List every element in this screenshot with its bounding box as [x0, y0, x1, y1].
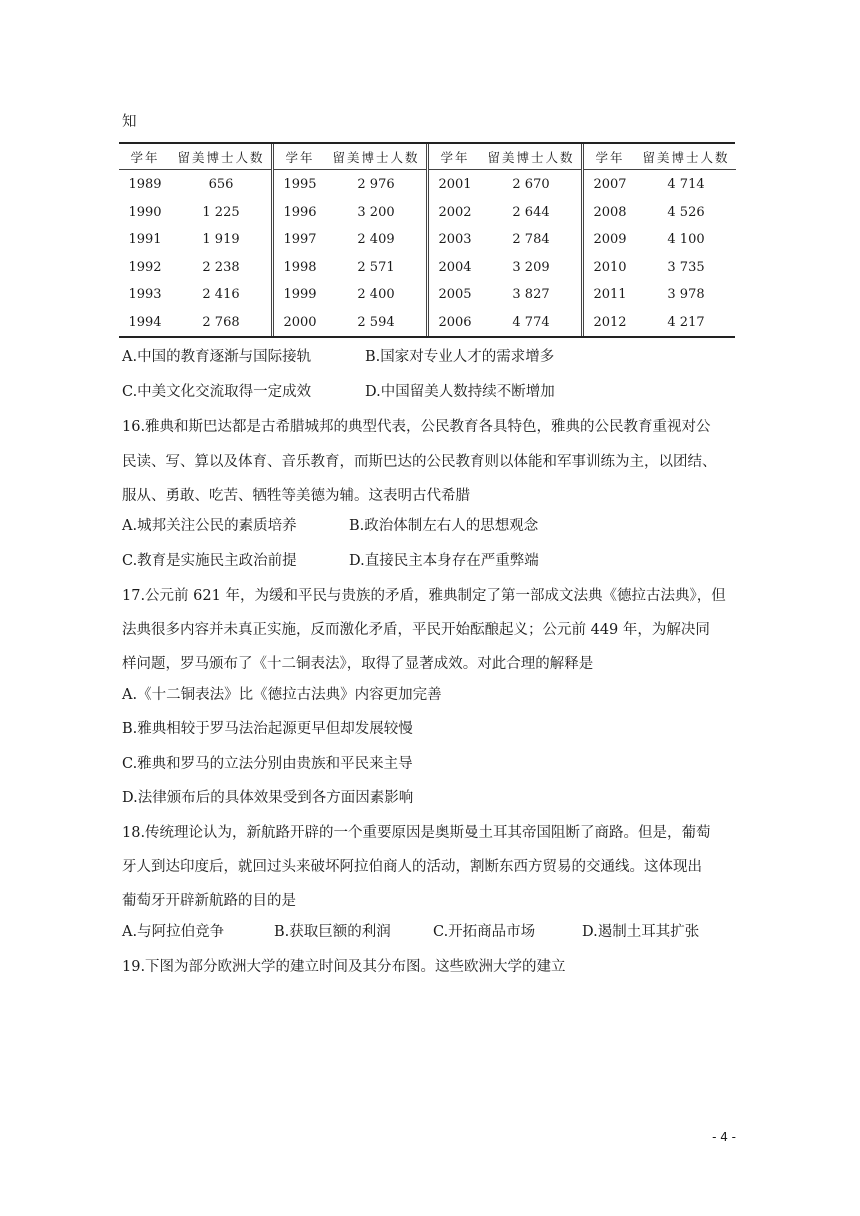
cell-count: 2 784 [512, 232, 550, 248]
cell-count: 4 774 [512, 314, 550, 330]
q16-option-c: C.教育是实施民主政治前提 [122, 553, 297, 569]
cell-count: 4 714 [667, 177, 705, 193]
q15-option-d: D.中国留美人数持续不断增加 [365, 384, 555, 400]
q15-option-c: C.中美文化交流取得一定成效 [122, 384, 312, 400]
table-block [581, 144, 736, 336]
table-header [274, 144, 426, 170]
q17-stem-line-2: 法典很多内容并未真正实施，反而激化矛盾，平民开始酝酿起义；公元前 449 年，为解决同 [122, 622, 710, 638]
table-header [429, 144, 581, 170]
table-block [271, 144, 426, 336]
cell-count: 2 571 [357, 259, 395, 275]
q18-option-d: D.遏制土耳其扩张 [582, 924, 700, 940]
cell-count: 2 409 [357, 232, 395, 248]
header-count: 留美博士人数 [487, 149, 575, 165]
table-row [584, 309, 736, 337]
table-row [119, 171, 271, 199]
cell-count: 3 209 [512, 259, 550, 275]
cell-count: 4 526 [667, 204, 705, 220]
table-row [274, 171, 426, 199]
cell-year: 2003 [438, 232, 472, 248]
cell-count: 2 238 [202, 259, 240, 275]
table-row [429, 226, 581, 254]
cell-year: 1991 [128, 232, 162, 248]
cell-year: 1990 [128, 204, 162, 220]
q18-option-b: B.获取巨额的利润 [274, 924, 391, 940]
q16-stem-line-1: 16.雅典和斯巴达都是古希腊城邦的典型代表，公民教育各具特色，雅典的公民教育重视对公 [122, 419, 711, 435]
q17-option-a: A.《十二铜表法》比《德拉古法典》内容更加完善 [122, 687, 442, 703]
header-year: 学年 [440, 149, 470, 165]
page-number: - 4 - [712, 1130, 736, 1144]
cell-year: 2011 [593, 287, 627, 303]
table-row [429, 254, 581, 282]
header-year: 学年 [285, 149, 315, 165]
table-row [119, 309, 271, 337]
cell-year: 1999 [283, 287, 317, 303]
q15-option-b: B.国家对专业人才的需求增多 [365, 349, 555, 365]
table-row [274, 309, 426, 337]
header-count: 留美博士人数 [332, 149, 420, 165]
cell-count: 4 100 [667, 232, 705, 248]
cell-year: 2007 [593, 177, 627, 193]
cell-count: 2 594 [357, 314, 395, 330]
cell-year: 2012 [593, 314, 627, 330]
header-count: 留美博士人数 [642, 149, 730, 165]
q18-stem-line-1: 18.传统理论认为，新航路开辟的一个重要原因是奥斯曼土耳其帝国阻断了商路。但是，葡萄 [122, 825, 711, 841]
table-row [429, 171, 581, 199]
table-row [429, 281, 581, 309]
table-row [429, 309, 581, 337]
table-row [274, 199, 426, 227]
q18-option-c: C.开拓商品市场 [433, 924, 536, 940]
cell-year: 2008 [593, 204, 627, 220]
cell-year: 1995 [283, 177, 317, 193]
table-row [584, 199, 736, 227]
q18-stem-line-2: 牙人到达印度后，就回过头来破坏阿拉伯商人的活动，割断东西方贸易的交通线。这体现出 [122, 859, 702, 875]
intro-text: 知 [122, 114, 137, 130]
cell-count: 3 735 [667, 259, 705, 275]
cell-count: 4 217 [667, 314, 705, 330]
table-row [584, 171, 736, 199]
cell-count: 3 200 [357, 204, 395, 220]
q18-stem-line-3: 葡萄牙开辟新航路的目的是 [122, 893, 296, 909]
cell-count: 2 416 [202, 287, 240, 303]
cell-year: 2006 [438, 314, 472, 330]
phd-table [119, 142, 735, 338]
table-header [119, 144, 271, 170]
cell-count: 2 976 [357, 177, 395, 193]
cell-count: 2 768 [202, 314, 240, 330]
cell-count: 656 [208, 177, 234, 193]
cell-year: 2002 [438, 204, 472, 220]
q17-option-c: C.雅典和罗马的立法分别由贵族和平民来主导 [122, 756, 413, 772]
q17-option-d: D.法律颁布后的具体效果受到各方面因素影响 [122, 790, 414, 806]
cell-count: 2 644 [512, 204, 550, 220]
q17-stem-line-1: 17.公元前 621 年，为缓和平民与贵族的矛盾，雅典制定了第一部成文法典《德拉古法典》，但 [122, 588, 726, 604]
cell-count: 1 919 [202, 232, 240, 248]
table-header [584, 144, 736, 170]
q16-option-b: B.政治体制左右人的思想观念 [349, 518, 539, 534]
table-row [584, 254, 736, 282]
cell-year: 2004 [438, 259, 472, 275]
q19-stem-line-1: 19.下图为部分欧洲大学的建立时间及其分布图。这些欧洲大学的建立 [122, 959, 566, 975]
cell-year: 2001 [438, 177, 472, 193]
cell-year: 1998 [283, 259, 317, 275]
q16-option-a: A.城邦关注公民的素质培养 [122, 518, 297, 534]
table-row [274, 226, 426, 254]
cell-count: 2 400 [357, 287, 395, 303]
table-row [274, 254, 426, 282]
q15-option-a: A.中国的教育逐渐与国际接轨 [122, 349, 312, 365]
table-row [119, 226, 271, 254]
cell-year: 2010 [593, 259, 627, 275]
cell-year: 2005 [438, 287, 472, 303]
table-row [429, 199, 581, 227]
cell-year: 1996 [283, 204, 317, 220]
cell-year: 1993 [128, 287, 162, 303]
cell-year: 1994 [128, 314, 162, 330]
cell-count: 2 670 [512, 177, 550, 193]
cell-count: 1 225 [202, 204, 240, 220]
cell-year: 1992 [128, 259, 162, 275]
header-count: 留美博士人数 [177, 149, 265, 165]
q17-stem-line-3: 样问题，罗马颁布了《十二铜表法》，取得了显著成效。对此合理的解释是 [122, 656, 594, 672]
cell-count: 3 827 [512, 287, 550, 303]
table-row [119, 199, 271, 227]
q16-stem-line-3: 服从、勇敢、吃苦、牺牲等美德为辅。这表明古代希腊 [122, 488, 470, 504]
table-row [274, 281, 426, 309]
q18-option-a: A.与阿拉伯竞争 [122, 924, 225, 940]
table-block [119, 144, 271, 336]
q16-option-d: D.直接民主本身存在严重弊端 [349, 553, 539, 569]
q17-option-b: B.雅典相较于罗马法治起源更早但却发展较慢 [122, 721, 413, 737]
header-year: 学年 [130, 149, 160, 165]
cell-count: 3 978 [667, 287, 705, 303]
table-row [119, 281, 271, 309]
header-year: 学年 [595, 149, 625, 165]
table-row [584, 281, 736, 309]
cell-year: 2000 [283, 314, 317, 330]
cell-year: 1997 [283, 232, 317, 248]
table-row [584, 226, 736, 254]
cell-year: 1989 [128, 177, 162, 193]
table-row [119, 254, 271, 282]
q16-stem-line-2: 民读、写、算以及体育、音乐教育，而斯巴达的公民教育则以体能和军事训练为主，以团结、 [122, 454, 717, 470]
table-block [426, 144, 581, 336]
cell-year: 2009 [593, 232, 627, 248]
